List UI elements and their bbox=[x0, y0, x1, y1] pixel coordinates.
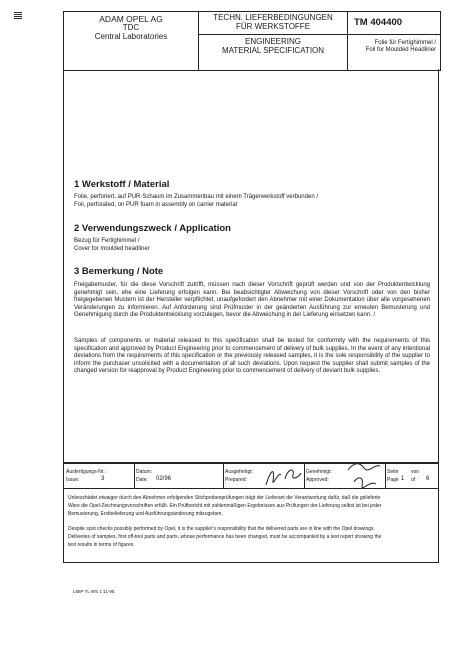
prepared-cell: Ausgefertigt: Prepared: bbox=[223, 464, 305, 488]
spec-number: TM 404400 bbox=[348, 12, 440, 35]
section-title: 2 Verwendungszweck / Application bbox=[74, 223, 231, 234]
disclaimer-line: Bemusterung, Erstbelieferung und Ausführungsänderung mitzugeben. bbox=[68, 511, 223, 517]
page-cell: Seite Page 1 von of 6 bbox=[387, 469, 430, 483]
date-cell: Datum: Date: 02/96 bbox=[134, 464, 224, 488]
spec-subject: Folie für Fertighimmel / Foil for Moulded Headliner bbox=[365, 40, 436, 53]
section-line: Bezug für Fertighimmel / bbox=[74, 238, 140, 244]
company-cell bbox=[64, 12, 199, 70]
spec-header bbox=[63, 11, 441, 71]
note-paragraph-en: Samples of components or material released to this specification shall be tested for conformity with the requirements of this specification and approved by Product Engineering prior to commencement of delivery of bulk supplies. In the event of any intentional deviations from the requirements of this specification or the previously released samples, it is the sole responsibility of the supplier to inform the purchaser unsolicited with a documentation of all such deviations. Upon request the supplier shall submit samples of the changed version for reapproval by Product Engineering prior to commencement of delivery of deviant bulk supplies. bbox=[74, 338, 430, 375]
section-line: Folie, perforiert, auf PUR-Schaum im Zusammenbau mit einem Trägerwerkstoff verbunden / bbox=[74, 194, 318, 200]
issue-cell: Ausfertigungs-Nr.: Issue: 3 bbox=[64, 464, 135, 488]
disclaimer-line: Unbeschädet etwaiger durch den Abnehmer erfolgenden Stichprobenprüfungen trägt der Lieferant die Verantwortung dafür, daß die gelieferte bbox=[68, 495, 381, 501]
issue-value: 3 bbox=[101, 476, 105, 482]
page-total: 6 bbox=[426, 476, 430, 482]
company-department: Central Laboratories bbox=[94, 31, 168, 41]
page-number: 1 bbox=[401, 476, 405, 482]
prepared-signature bbox=[263, 465, 303, 489]
company-division: TDC bbox=[122, 23, 140, 32]
disclaimer-line: Deliveries of samples, first off-tool parts and parts, whose performance has been changed, must be accompanied by a test report showing the bbox=[68, 534, 382, 540]
section-title: 3 Bemerkung / Note bbox=[74, 266, 164, 277]
spec-title-en: ENGINEERING MATERIAL SPECIFICATION bbox=[221, 37, 325, 55]
section-line: Foil, perforated, on PUR foam in assembly on carrier material bbox=[74, 202, 238, 208]
scan-mark bbox=[14, 12, 22, 24]
disclaimer-line: Ware die Opel-Zeichnungsvorschriften erfüllt. Ein Prüfbericht mit zahlenmäßigen Ergebnissen aus Prüfungen der Lieferung selbst ist bei jeder bbox=[68, 503, 382, 509]
disclaimer-line: Despite spot checks possibly performed by Opel, it is the supplier's responsibility that the delivered parts are in line with the Opel drawings. bbox=[68, 526, 375, 532]
approval-row bbox=[63, 463, 439, 489]
spec-title-de: TECHN. LIEFERBEDINGUNGEN FÜR WERKSTOFFE bbox=[199, 12, 347, 35]
disclaimer-line: test results in terms of figures. bbox=[68, 542, 135, 548]
spec-title-cell bbox=[199, 12, 348, 70]
note-paragraph-de: Freigabemuster, für die diese Vorschrift zutrifft, müssen nach dieser Vorschrift geprüft werden und von der Produktentwicklung genehmigt sein, ehe eine Lieferung erfolgen kann. Bei beabsichtigter Abweichung von dieser Vorschrift oder von den bisher freigegebenen Mustern ist der Hersteller verpflichtet, unaufgefordert den Abnehmer mit einer Dokumentation über alle vorgesehenen Veränderungen zu informieren. Auf Anforderung sind Prüfmuster in der geänderten Ausführung zur erneuten Bemusterung und Genehmigung durch die Produktentwicklung vorzulegen, bevor die Abweichung in der Lieferung einsetzen kann. / bbox=[74, 282, 430, 319]
company-name: ADAM OPEL AG bbox=[99, 14, 163, 24]
spec-number-cell bbox=[348, 12, 440, 70]
form-number: L88P TL WS 1 11-95 bbox=[73, 589, 115, 594]
date-value: 02/96 bbox=[156, 476, 172, 482]
section-title: 1 Werkstoff / Material bbox=[74, 179, 170, 190]
section-line: Cover for moulded headliner bbox=[74, 246, 150, 252]
approved-cell: Genehmigt: Approved: bbox=[304, 464, 386, 488]
